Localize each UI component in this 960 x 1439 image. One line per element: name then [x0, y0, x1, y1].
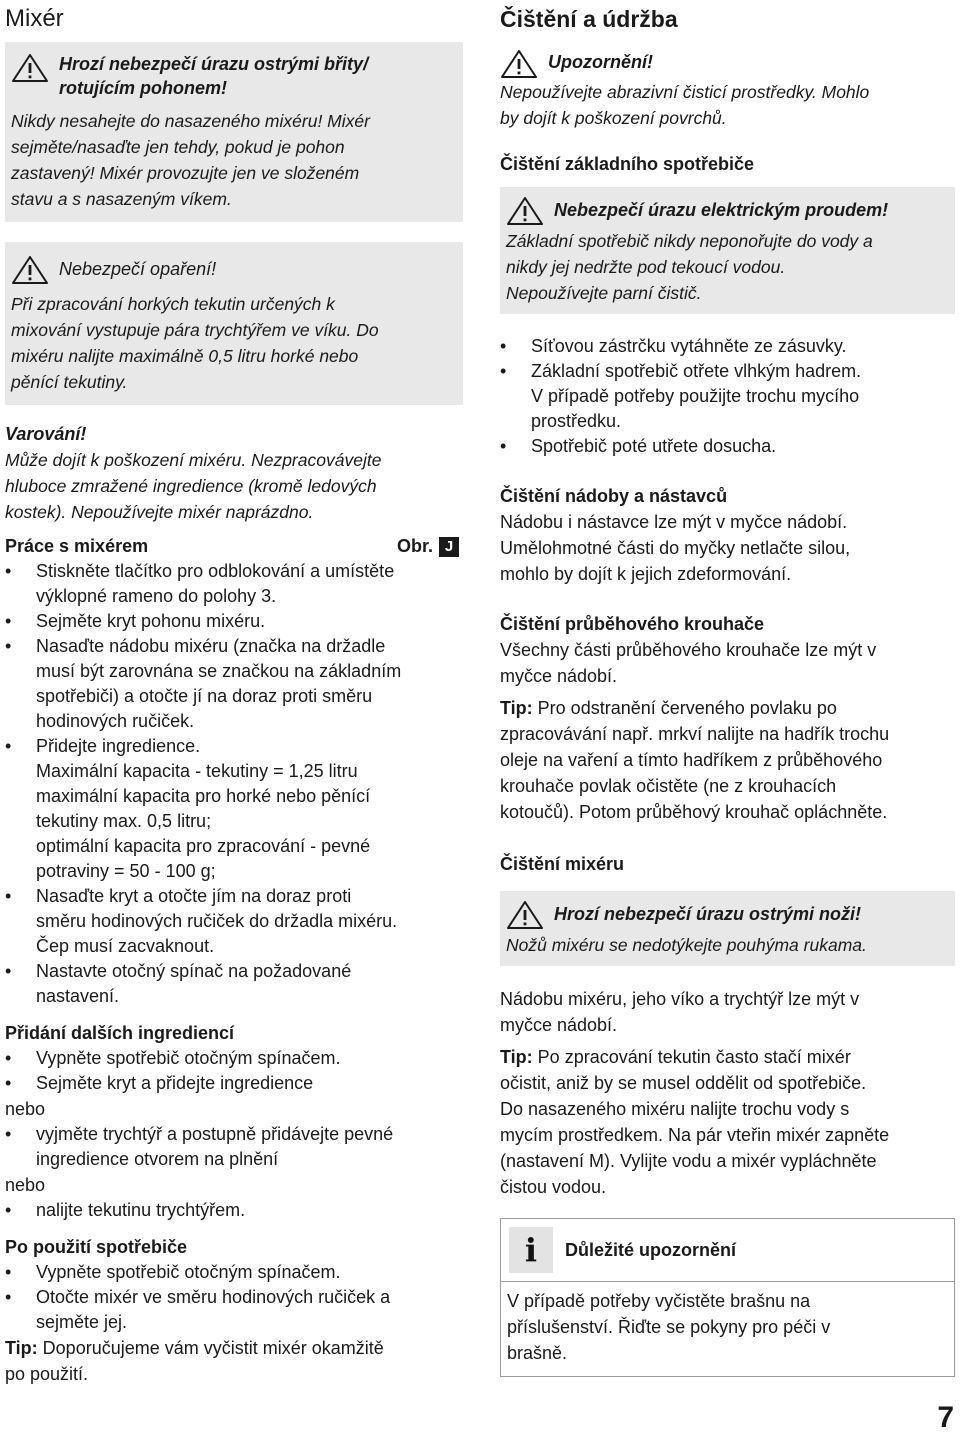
warning-box-knives — [500, 891, 955, 966]
or-text: nebo — [5, 1099, 46, 1119]
text-line: nastavení. — [36, 986, 120, 1006]
figure-reference — [397, 533, 459, 559]
warning-box-blades — [5, 42, 463, 222]
warning-heading-text: Nebezpečí opaření! — [59, 259, 217, 279]
text-line: hluboce zmražené ingredience (kromě ledových — [5, 476, 377, 496]
text-line: Umělohmotné části do myčky netlačte silou, — [500, 538, 851, 558]
text-line: po použití. — [5, 1364, 89, 1384]
caution-heading-text: Upozornění! — [548, 52, 653, 72]
section-working — [5, 533, 463, 1009]
info-header — [501, 1219, 954, 1281]
list-item — [5, 609, 463, 634]
warning-text — [506, 228, 947, 306]
paragraph — [500, 986, 955, 1038]
warning-heading-line: rotujícím pohonem! — [59, 78, 227, 98]
section-heading: Přidání dalších ingrediencí — [5, 1023, 235, 1043]
text-line: • Nastavte otočný spínač na požadované — [36, 961, 352, 981]
text-line: maximální kapacita pro horké nebo pěnící — [36, 786, 371, 806]
text-line: prostředku. — [531, 411, 622, 431]
right-column — [500, 0, 955, 1377]
list-item — [5, 1122, 463, 1172]
text-line: Může dojít k poškození mixéru. Nezpracovávejte — [5, 450, 382, 470]
text-line: optimální kapacita pro zpracování - pevné — [36, 836, 371, 856]
warning-heading-text: Hrozí nebezpečí úrazu ostrými noži! — [554, 904, 862, 924]
caution-block — [500, 48, 955, 131]
text-line: kostek). Nepoužívejte mixér naprázdno. — [5, 502, 314, 522]
section-adding — [5, 1020, 463, 1223]
warning-note-heading: Varování! — [5, 424, 87, 444]
text-line: mohlo by dojít k jejich zdeformování. — [500, 564, 792, 584]
warning-text — [11, 291, 455, 395]
warning-box-scalding — [5, 242, 463, 405]
text-line: Nepoužívejte parní čistič. — [506, 283, 702, 303]
tip-text: Doporučujeme vám vyčistit mixér okamžitě — [37, 1338, 384, 1358]
text-line: kotoučů). Potom průběhový krouhač opláchněte. — [500, 802, 888, 822]
list-item — [5, 959, 463, 1009]
section-base-cleaning — [500, 151, 955, 459]
text-line: pěnící tekutiny. — [11, 372, 128, 392]
list-item — [5, 884, 463, 959]
steps-list — [500, 334, 955, 459]
text-line: • Otočte mixér ve směru hodinových ručiček a — [36, 1287, 391, 1307]
steps-list — [5, 1198, 463, 1223]
text-line: spotřebiči) a otočte jí na doraz proti směru — [36, 686, 373, 706]
list-item: • Síťovou zástrčku vytáhněte ze zásuvky. — [500, 334, 955, 359]
text-line: by dojít k poškození povrchů. — [500, 108, 727, 128]
text-line: hodinových ručiček. — [36, 711, 195, 731]
tip-paragraph — [500, 1044, 955, 1200]
text-line: zpracovávání např. mrkví nalijte na hadřík trochu — [500, 724, 890, 744]
text-line: V případě potřeby vyčistěte brašnu na — [507, 1291, 811, 1311]
info-box — [500, 1218, 955, 1377]
paragraph — [500, 637, 955, 689]
warning-triangle-icon — [11, 255, 49, 285]
warning-heading — [11, 254, 455, 285]
text-line: mycím prostředkem. Na pár vteřin mixér zapněte — [500, 1125, 890, 1145]
text-line: krouhače povlak očistěte (ne z krouhacích — [500, 776, 837, 796]
text-line: Základní spotřebič nikdy neponořujte do vody a — [506, 231, 873, 251]
section-shredder-cleaning — [500, 611, 955, 825]
text-line: Nepoužívejte abrazivní čisticí prostředky. Mohlo — [500, 82, 870, 102]
section-heading: Čištění základního spotřebiče — [500, 154, 755, 174]
text-line: • Nasaďte kryt a otočte jím na doraz proti — [36, 886, 352, 906]
text-line: brašně. — [507, 1343, 568, 1363]
list-item — [5, 734, 463, 884]
text-line: (nastavení M). Vylijte vodu a mixér vypláchněte — [500, 1151, 877, 1171]
page-number: 7 — [937, 1401, 954, 1434]
warning-heading-text: Nebezpečí úrazu elektrickým proudem! — [554, 200, 889, 220]
section-bowl-cleaning — [500, 483, 955, 587]
text-line: zastavený! Mixér provozujte jen ve složeném — [11, 163, 360, 183]
list-item: • Sejměte kryt a přidejte ingredience — [5, 1071, 463, 1096]
list-item: • Spotřebič poté utřete dosucha. — [500, 434, 955, 459]
text-line: Při zpracování horkých tekutin určených k — [11, 294, 335, 314]
section-title-mixer: Mixér — [5, 5, 64, 32]
list-item — [500, 359, 955, 434]
list-item — [5, 1285, 463, 1335]
warning-heading — [506, 899, 947, 930]
text-line: Všechny části průběhového krouhače lze mýt v — [500, 640, 877, 660]
text-line: Nikdy nesahejte do nasazeného mixéru! Mixér — [11, 111, 370, 131]
section-heading: Čištění nádoby a nástavců — [500, 486, 728, 506]
section-title-cleaning: Čištění a údržba — [500, 6, 678, 32]
list-item: • Vypněte spotřebič otočným spínačem. — [5, 1260, 463, 1285]
text-line: ingredience otvorem na plnění — [36, 1149, 279, 1169]
text-line: • vyjměte trychtýř a postupně přidávejte pevné — [36, 1124, 394, 1144]
caution-text — [500, 79, 955, 131]
info-text — [501, 1281, 954, 1376]
text-line: Čep musí zacvaknout. — [36, 936, 215, 956]
text-line: tekutiny max. 0,5 litru; — [36, 811, 212, 831]
section-after-use — [5, 1234, 463, 1387]
text-line: oleje na vaření a tímto hadříkem z průběhového — [500, 750, 883, 770]
text-line: sejměte/nasaďte jen tehdy, pokud je pohon — [11, 137, 345, 157]
warning-triangle-icon — [11, 53, 49, 83]
warning-triangle-icon — [506, 196, 544, 226]
left-column — [5, 0, 463, 1387]
text-line: myčce nádobí. — [500, 1015, 618, 1035]
warning-note-text — [5, 447, 463, 525]
text-line: musí být zarovnána se značkou na základním — [36, 661, 402, 681]
text-line: • Přidejte ingredience. — [36, 736, 201, 756]
text-line: • Nasaďte nádobu mixéru (značka na držadle — [36, 636, 386, 656]
text-line: Nádobu i nástavce lze mýt v myčce nádobí. — [500, 512, 848, 532]
section-heading: Po použití spotřebiče — [5, 1237, 188, 1257]
figure-label: Obr. — [396, 536, 433, 556]
figure-letter-badge: J — [439, 537, 459, 557]
text-line: příslušenství. Řiďte se pokyny pro péči v — [507, 1317, 831, 1337]
steps-list — [5, 1046, 463, 1096]
steps-list — [5, 1260, 463, 1335]
text-line: výklopné rameno do polohy 3. — [36, 586, 277, 606]
paragraph — [500, 509, 955, 587]
info-heading: Důležité upozornění — [565, 1240, 736, 1260]
tip-text: Po zpracování tekutin často stačí mixér — [532, 1047, 851, 1067]
text-line: sejměte jej. — [36, 1312, 128, 1332]
section-heading — [5, 533, 463, 559]
tip-paragraph — [500, 695, 955, 825]
warning-heading — [506, 195, 947, 226]
list-item: • nalijte tekutinu trychtýřem. — [5, 1198, 463, 1223]
text-line: stavu a s nasazeným víkem. — [11, 189, 232, 209]
tip-label: Tip: — [500, 1047, 533, 1067]
text-line: V případě potřeby použijte trochu mycího — [531, 386, 860, 406]
text-line: potraviny = 50 - 100 g; — [36, 861, 216, 881]
tip-label: Tip: — [5, 1338, 38, 1358]
warning-text: Nožů mixéru se nedotýkejte pouhýma rukama. — [506, 935, 867, 955]
text-line: mixéru nalijte maximálně 0,5 litru horké nebo — [11, 346, 359, 366]
text-line: čistou vodou. — [500, 1177, 607, 1197]
text-line: Nádobu mixéru, jeho víko a trychtýř lze mýt v — [500, 989, 860, 1009]
info-icon: i — [509, 1227, 553, 1273]
section-heading: Čištění mixéru — [500, 854, 625, 874]
warning-triangle-icon — [500, 49, 538, 79]
steps-list — [5, 1122, 463, 1172]
text-line: mixování vystupuje pára trychtýřem ve víku. Do — [11, 320, 379, 340]
section-mixer-cleaning — [500, 851, 955, 1200]
text-line: nikdy jej nedržte pod tekoucí vodou. — [506, 257, 786, 277]
list-item — [5, 559, 463, 609]
warning-box-electric — [500, 187, 955, 314]
text-line: Maximální kapacita - tekutiny = 1,25 litru — [36, 761, 358, 781]
text-line: • Stiskněte tlačítko pro odblokování a umístěte — [36, 561, 395, 581]
warning-triangle-icon — [506, 900, 544, 930]
text-line: směru hodinových ručiček do držadla mixéru. — [36, 911, 398, 931]
text-line: Do nasazeného mixéru nalijte trochu vody s — [500, 1099, 850, 1119]
steps-list — [5, 559, 463, 1009]
caution-heading — [500, 48, 955, 79]
section-heading: Čištění průběhového krouhače — [500, 614, 765, 634]
tip-text: Pro odstranění červeného povlaku po — [532, 698, 837, 718]
section-heading-text: Práce s mixérem — [5, 536, 149, 556]
warning-text — [11, 108, 455, 212]
warning-heading — [11, 52, 455, 100]
tip-label: Tip: — [500, 698, 533, 718]
text-line: • Sejměte kryt pohonu mixéru. — [36, 611, 266, 631]
list-item — [5, 634, 463, 734]
text-line: • Základní spotřebič otřete vlhkým hadrem. — [531, 361, 862, 381]
warning-heading-line: Hrozí nebezpečí úrazu ostrými břity/ — [59, 54, 369, 74]
warning-note — [5, 421, 463, 525]
or-text: nebo — [5, 1175, 46, 1195]
tip-paragraph — [5, 1335, 463, 1387]
list-item: • Vypněte spotřebič otočným spínačem. — [5, 1046, 463, 1071]
text-line: myčce nádobí. — [500, 666, 618, 686]
text-line: očistit, aniž by se musel oddělit od spotřebiče. — [500, 1073, 867, 1093]
